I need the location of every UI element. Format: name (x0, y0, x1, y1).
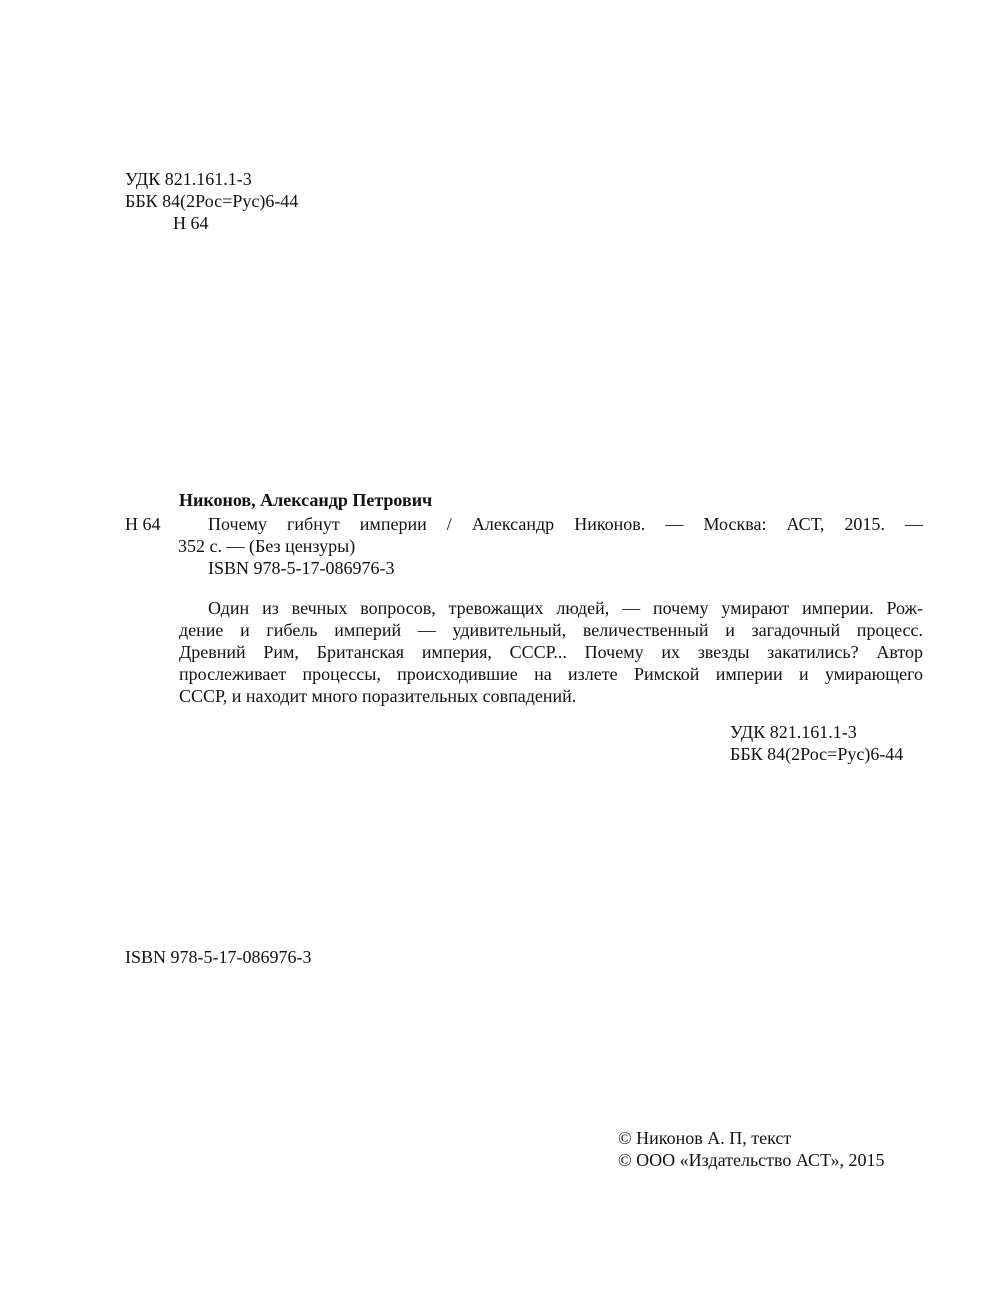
udk-code: УДК 821.161.1-3 (730, 722, 857, 742)
card-author-mark: Н 64 (125, 514, 161, 534)
annotation-line: прослеживает процессы, происходившие на излете Римской империи и умирающего (179, 664, 923, 684)
annotation-line: Один из вечных вопросов, тревожащих людей, — почему умирают империи. Рож- (208, 598, 923, 618)
card-author: Никонов, Александр Петрович (179, 490, 433, 510)
bbk-code: ББК 84(2Рос=Рус)6-44 (125, 191, 299, 211)
classification-codes-top (125, 168, 298, 234)
isbn-footer: ISBN 978-5-17-086976-3 (125, 947, 312, 967)
udk-code: УДК 821.161.1-3 (125, 169, 252, 189)
card-description-line: Почему гибнут империи / Александр Никонов. — Москва: АСТ, 2015. — (208, 514, 923, 534)
card-isbn: ISBN 978-5-17-086976-3 (208, 558, 395, 578)
bbk-code: ББК 84(2Рос=Рус)6-44 (730, 744, 904, 764)
copyright-block (618, 1127, 885, 1171)
annotation-paragraph (179, 597, 923, 707)
copyright-author: © Никонов А. П, текст (618, 1128, 792, 1148)
annotation-line: Древний Рим, Британская империя, СССР... Почему их звезды закатились? Автор (179, 642, 923, 662)
card-description-line: 352 с. — (Без цензуры) (178, 536, 356, 556)
classification-codes-bottom (730, 721, 903, 765)
author-mark: Н 64 (173, 213, 209, 233)
annotation-line: СССР, и находит много поразительных совпадений. (179, 686, 577, 706)
copyright-publisher: © ООО «Издательство АСТ», 2015 (618, 1150, 885, 1170)
card-description (178, 513, 923, 579)
annotation-line: дение и гибель империй — удивительный, величественный и загадочный процесс. (179, 620, 923, 640)
